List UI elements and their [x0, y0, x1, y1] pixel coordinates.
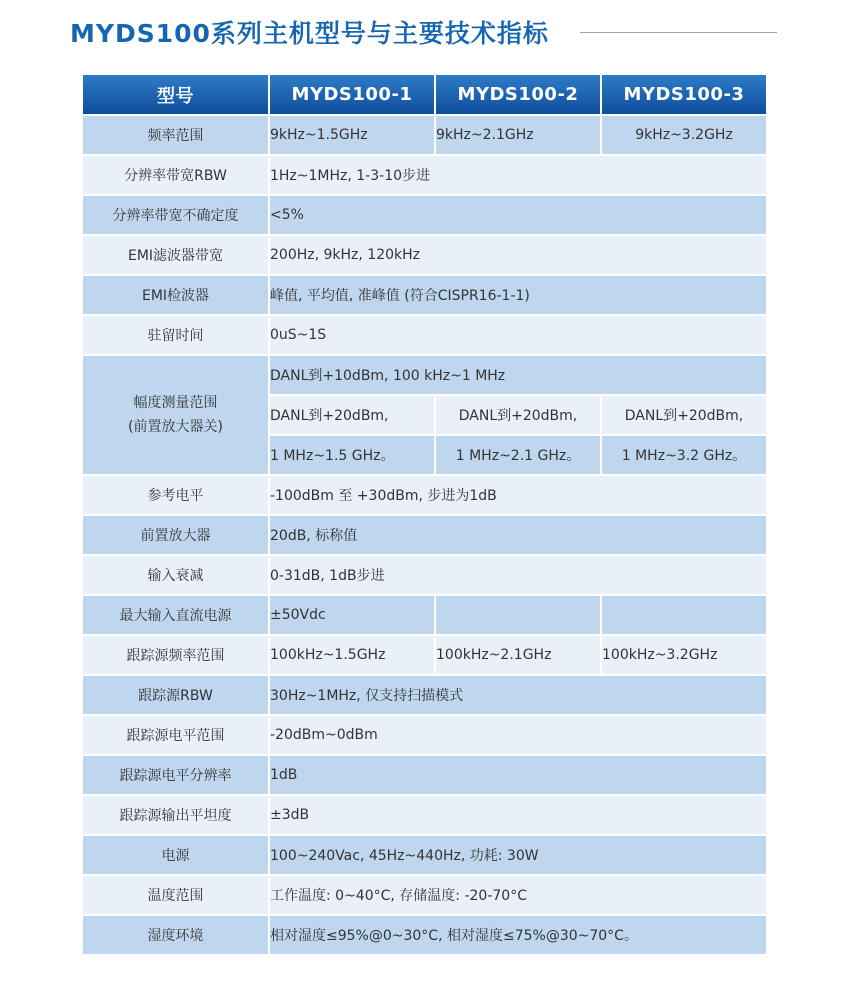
max-dc-empty-2 [435, 595, 601, 635]
row-label-tg-freq: 跟踪源频率范围 [82, 635, 269, 675]
dwell-value: 0uS~1S [269, 315, 767, 355]
table-row [82, 195, 767, 235]
preamp-value: 20dB, 标称值 [269, 515, 767, 555]
amplitude-danl-model-2: DANL到+20dBm, [435, 395, 601, 435]
table-row [82, 315, 767, 355]
power-value: 100~240Vac, 45Hz~440Hz, 功耗: 30W [269, 835, 767, 875]
tg-flatness-value: ±3dB [269, 795, 767, 835]
tg-level-value: -20dBm~0dBm [269, 715, 767, 755]
table-row [82, 115, 767, 155]
tg-rbw-value: 30Hz~1MHz, 仅支持扫描模式 [269, 675, 767, 715]
table-row [82, 835, 767, 875]
row-label-humidity: 湿度环境 [82, 915, 269, 955]
title-divider [580, 32, 777, 33]
table-row [82, 275, 767, 315]
header-model-1: MYDS100-1 [269, 74, 435, 115]
amplitude-range-model-2: 1 MHz~2.1 GHz。 [435, 435, 601, 475]
header-model-2: MYDS100-2 [435, 74, 601, 115]
header-model-3: MYDS100-3 [601, 74, 767, 115]
row-label-tg-rbw: 跟踪源RBW [82, 675, 269, 715]
table-row [82, 595, 767, 635]
tg-freq-model-2: 100kHz~2.1GHz [435, 635, 601, 675]
tg-resolution-value: 1dB [269, 755, 767, 795]
row-label-rbw: 分辨率带宽RBW [82, 155, 269, 195]
table-row [82, 715, 767, 755]
amplitude-danl-model-3: DANL到+20dBm, [601, 395, 767, 435]
amplitude-danl-model-1: DANL到+20dBm, [269, 395, 435, 435]
table-row [82, 875, 767, 915]
amplitude-range-model-3: 1 MHz~3.2 GHz。 [601, 435, 767, 475]
table-row [82, 915, 767, 955]
page-title: MYDS100系列主机型号与主要技术指标 [70, 19, 549, 48]
table-row [82, 675, 767, 715]
row-label-max-dc: 最大输入直流电源 [82, 595, 269, 635]
ref-level-value: -100dBm 至 +30dBm, 步进为1dB [269, 475, 767, 515]
row-label-preamp: 前置放大器 [82, 515, 269, 555]
tg-freq-model-1: 100kHz~1.5GHz [269, 635, 435, 675]
freq-model-1: 9kHz~1.5GHz [269, 115, 435, 155]
table-row [82, 515, 767, 555]
row-label-attenuation: 输入衰减 [82, 555, 269, 595]
row-label-rbw-uncertainty: 分辨率带宽不确定度 [82, 195, 269, 235]
amplitude-label-line1: 幅度测量范围 [133, 395, 218, 411]
row-label-tg-resolution: 跟踪源电平分辨率 [82, 755, 269, 795]
emi-bandwidth-value: 200Hz, 9kHz, 120kHz [269, 235, 767, 275]
row-label-temperature: 温度范围 [82, 875, 269, 915]
header-model-label: 型号 [82, 74, 269, 115]
table-row [82, 755, 767, 795]
amplitude-low-range: DANL到+10dBm, 100 kHz~1 MHz [269, 355, 767, 395]
table-row [82, 635, 767, 675]
table-row [82, 555, 767, 595]
row-label-emi-bandwidth: EMI滤波器带宽 [82, 235, 269, 275]
row-label-emi-detector: EMI检波器 [82, 275, 269, 315]
rbw-value: 1Hz~1MHz, 1-3-10步进 [269, 155, 767, 195]
table-header-row [82, 74, 767, 115]
table-row [82, 355, 767, 395]
max-dc-empty-3 [601, 595, 767, 635]
emi-detector-value: 峰值, 平均值, 准峰值 (符合CISPR16-1-1) [269, 275, 767, 315]
table-row [82, 795, 767, 835]
row-label-tg-flatness: 跟踪源输出平坦度 [82, 795, 269, 835]
amplitude-label-line2: (前置放大器关) [128, 419, 223, 435]
table-row [82, 475, 767, 515]
row-label-freq: 频率范围 [82, 115, 269, 155]
row-label-tg-level: 跟踪源电平范围 [82, 715, 269, 755]
table-row [82, 235, 767, 275]
attenuation-value: 0-31dB, 1dB步进 [269, 555, 767, 595]
rbw-uncertainty-value: <5% [269, 195, 767, 235]
row-label-ref-level: 参考电平 [82, 475, 269, 515]
temperature-value: 工作温度: 0~40°C, 存储温度: -20-70°C [269, 875, 767, 915]
tg-freq-model-3: 100kHz~3.2GHz [601, 635, 767, 675]
spec-table [81, 73, 768, 956]
row-label-power: 电源 [82, 835, 269, 875]
humidity-value: 相对湿度≤95%@0~30°C, 相对湿度≤75%@30~70°C。 [269, 915, 767, 955]
row-label-dwell: 驻留时间 [82, 315, 269, 355]
table-row [82, 155, 767, 195]
row-label-amplitude [82, 355, 269, 475]
amplitude-range-model-1: 1 MHz~1.5 GHz。 [269, 435, 435, 475]
freq-model-3: 9kHz~3.2GHz [601, 115, 767, 155]
max-dc-value: ±50Vdc [269, 595, 435, 635]
freq-model-2: 9kHz~2.1GHz [435, 115, 601, 155]
